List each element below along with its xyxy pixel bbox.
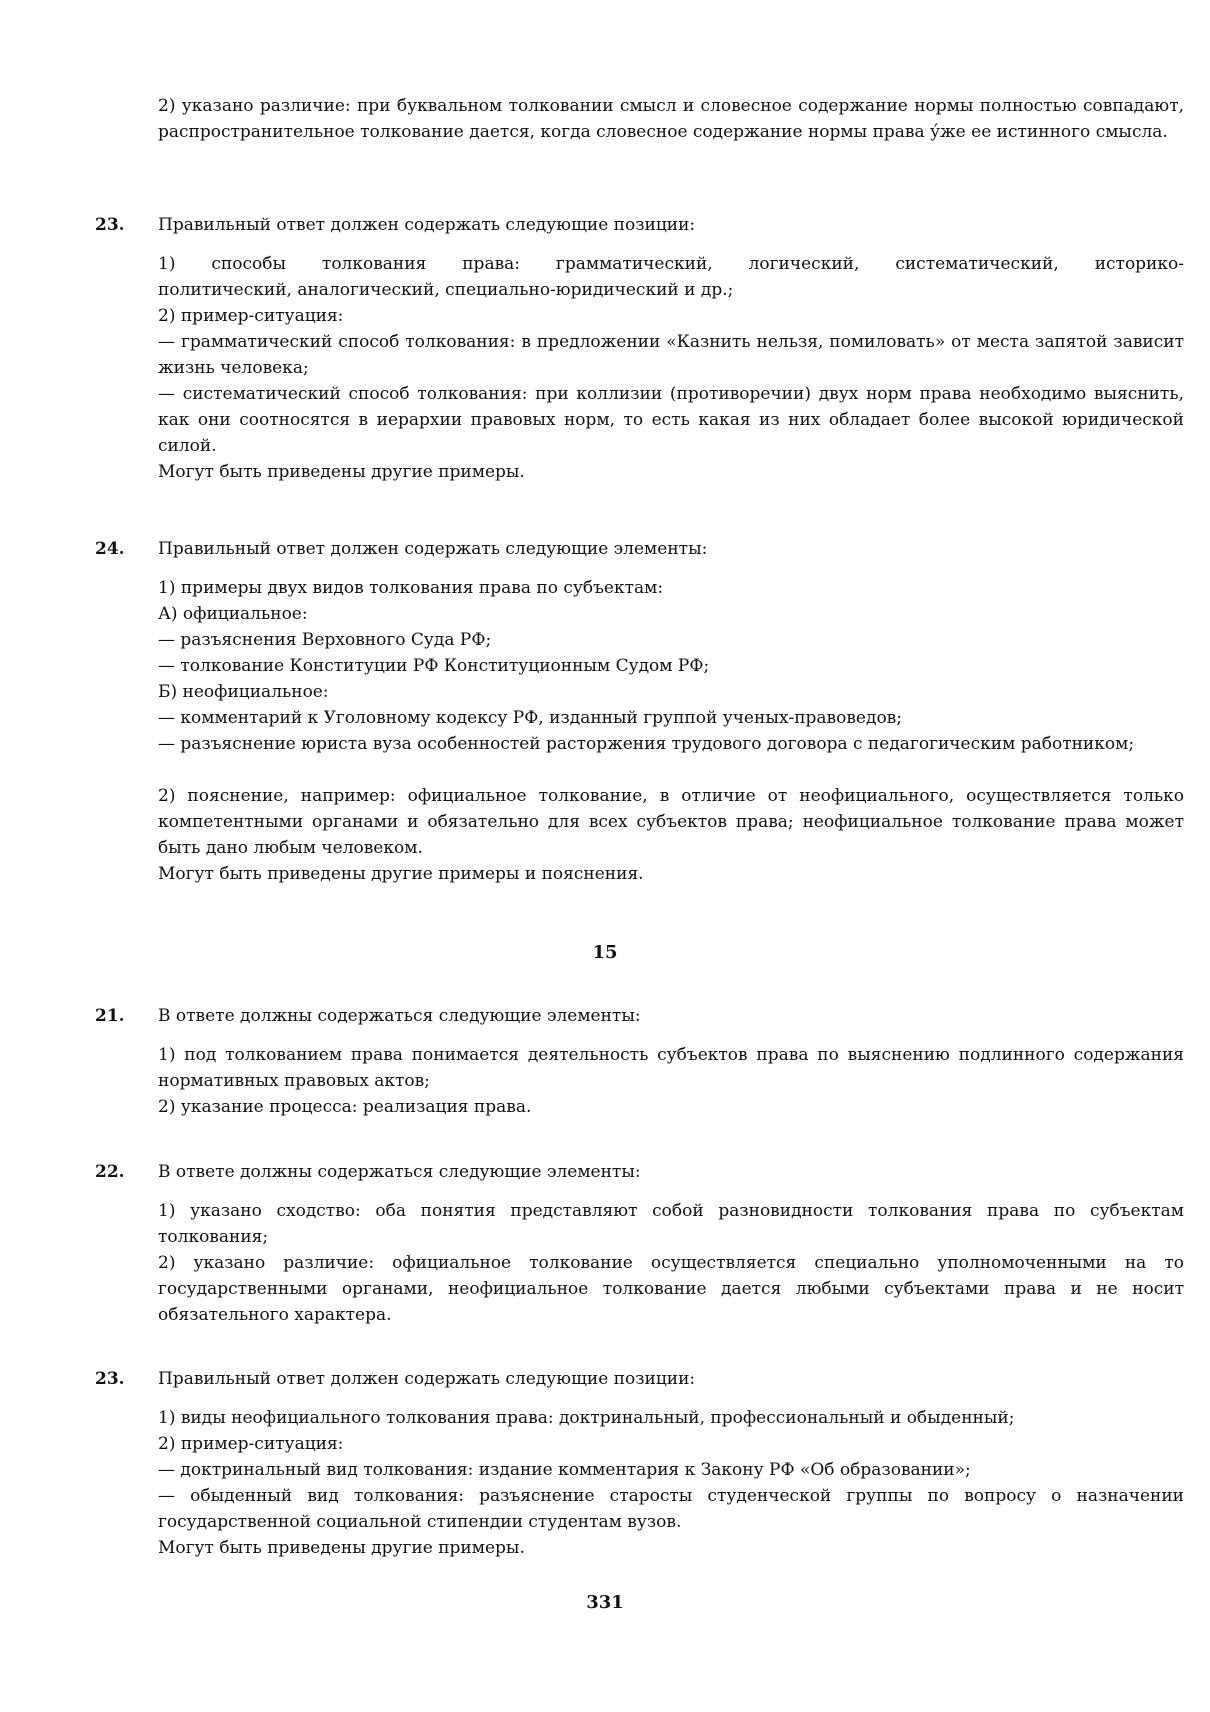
answer-paragraph: 1) указано сходство: оба понятия представляют собой разновидности толкования права по субъектам толкования;	[158, 1201, 1184, 1247]
answer-line: Могут быть приведены другие примеры.	[158, 462, 525, 482]
answer-line: Могут быть приведены другие примеры.	[158, 1538, 525, 1558]
answer-paragraph: 1) под толкованием права понимается деятельность субъектов права по выяснению подлинного содержания нормативных правовых актов;	[158, 1045, 1184, 1091]
answer-line: 2) пример-ситуация:	[158, 1434, 344, 1454]
question-heading-24: Правильный ответ должен содержать следующие элементы:	[158, 539, 708, 559]
question-heading-22: В ответе должны содержаться следующие элементы:	[158, 1162, 641, 1182]
answer-line: 2) пример-ситуация:	[158, 306, 344, 326]
answer-paragraph: 2) пояснение, например: официальное толкование, в отличие от неофициального, осуществляется только компетентными органами и обязательно для всех субъектов права; неофициальное толкование права может быть дано любым человеком.	[158, 786, 1184, 858]
question-number-21: 21.	[95, 1006, 125, 1026]
answer-line: — разъяснения Верховного Суда РФ;	[158, 630, 492, 650]
answer-line: 1) способы толкования права: грамматический, логический, систематический, историко-	[158, 254, 1184, 274]
question-number-22: 22.	[95, 1162, 125, 1182]
page-number: 331	[586, 1592, 624, 1613]
question-number-23: 23.	[95, 215, 125, 235]
answer-line: — доктринальный вид толкования: издание комментария к Закону РФ «Об образовании»;	[158, 1460, 971, 1480]
answer-line: Б) неофициальное:	[158, 682, 329, 702]
answer-line: — комментарий к Уголовному кодексу РФ, изданный группой ученых-правоведов;	[158, 708, 902, 728]
answer-paragraph: — обыденный вид толкования: разъяснение старосты студенческой группы по вопросу о назначении государственной социальной стипендии студентам вузов.	[158, 1486, 1184, 1532]
answer-paragraph: — разъяснение юриста вуза особенностей расторжения трудового договора с педагогическим работником;	[158, 734, 1135, 754]
answer-paragraph: — грамматический способ толкования: в предложении «Казнить нельзя, помиловать» от места запятой зависит жизнь человека;	[158, 332, 1184, 378]
answer-line: — толкование Конституции РФ Конституционным Судом РФ;	[158, 656, 710, 676]
question-heading-21: В ответе должны содержаться следующие элементы:	[158, 1006, 641, 1026]
question-heading-23: Правильный ответ должен содержать следующие позиции:	[158, 215, 696, 235]
answer-paragraph: — систематический способ толкования: при коллизии (противоречии) двух норм права необходимо выяснить, как они соотносятся в иерархии правовых норм, то есть какая из них обладает более высокой юридической силой.	[158, 384, 1184, 456]
answer-line: политический, аналогический, специально-юридический и др.;	[158, 280, 734, 300]
question-number-23b: 23.	[95, 1369, 125, 1389]
answer-line: 1) виды неофициального толкования права: доктринальный, профессиональный и обыденный;	[158, 1408, 1015, 1428]
answer-line: 2) указание процесса: реализация права.	[158, 1097, 532, 1117]
answer-line: Могут быть приведены другие примеры и пояснения.	[158, 864, 644, 884]
continuation-paragraph: 2) указано различие: при буквальном толковании смысл и словесное содержание нормы полностью совпадают, распространительное толкование дается, когда словесное содержание нормы права у́же ее истинного смысла.	[158, 96, 1184, 142]
answer-line: 1) примеры двух видов толкования права по субъектам:	[158, 578, 664, 598]
answer-paragraph: 2) указано различие: официальное толкование осуществляется специально уполномоченными на то государственными органами, неофициальное толкование дается любыми субъектами права и не носит обязательного характера.	[158, 1253, 1184, 1325]
section-title: 15	[592, 942, 618, 963]
answer-line: А) официальное:	[158, 604, 308, 624]
question-number-24: 24.	[95, 539, 125, 559]
question-heading-23b: Правильный ответ должен содержать следующие позиции:	[158, 1369, 696, 1389]
